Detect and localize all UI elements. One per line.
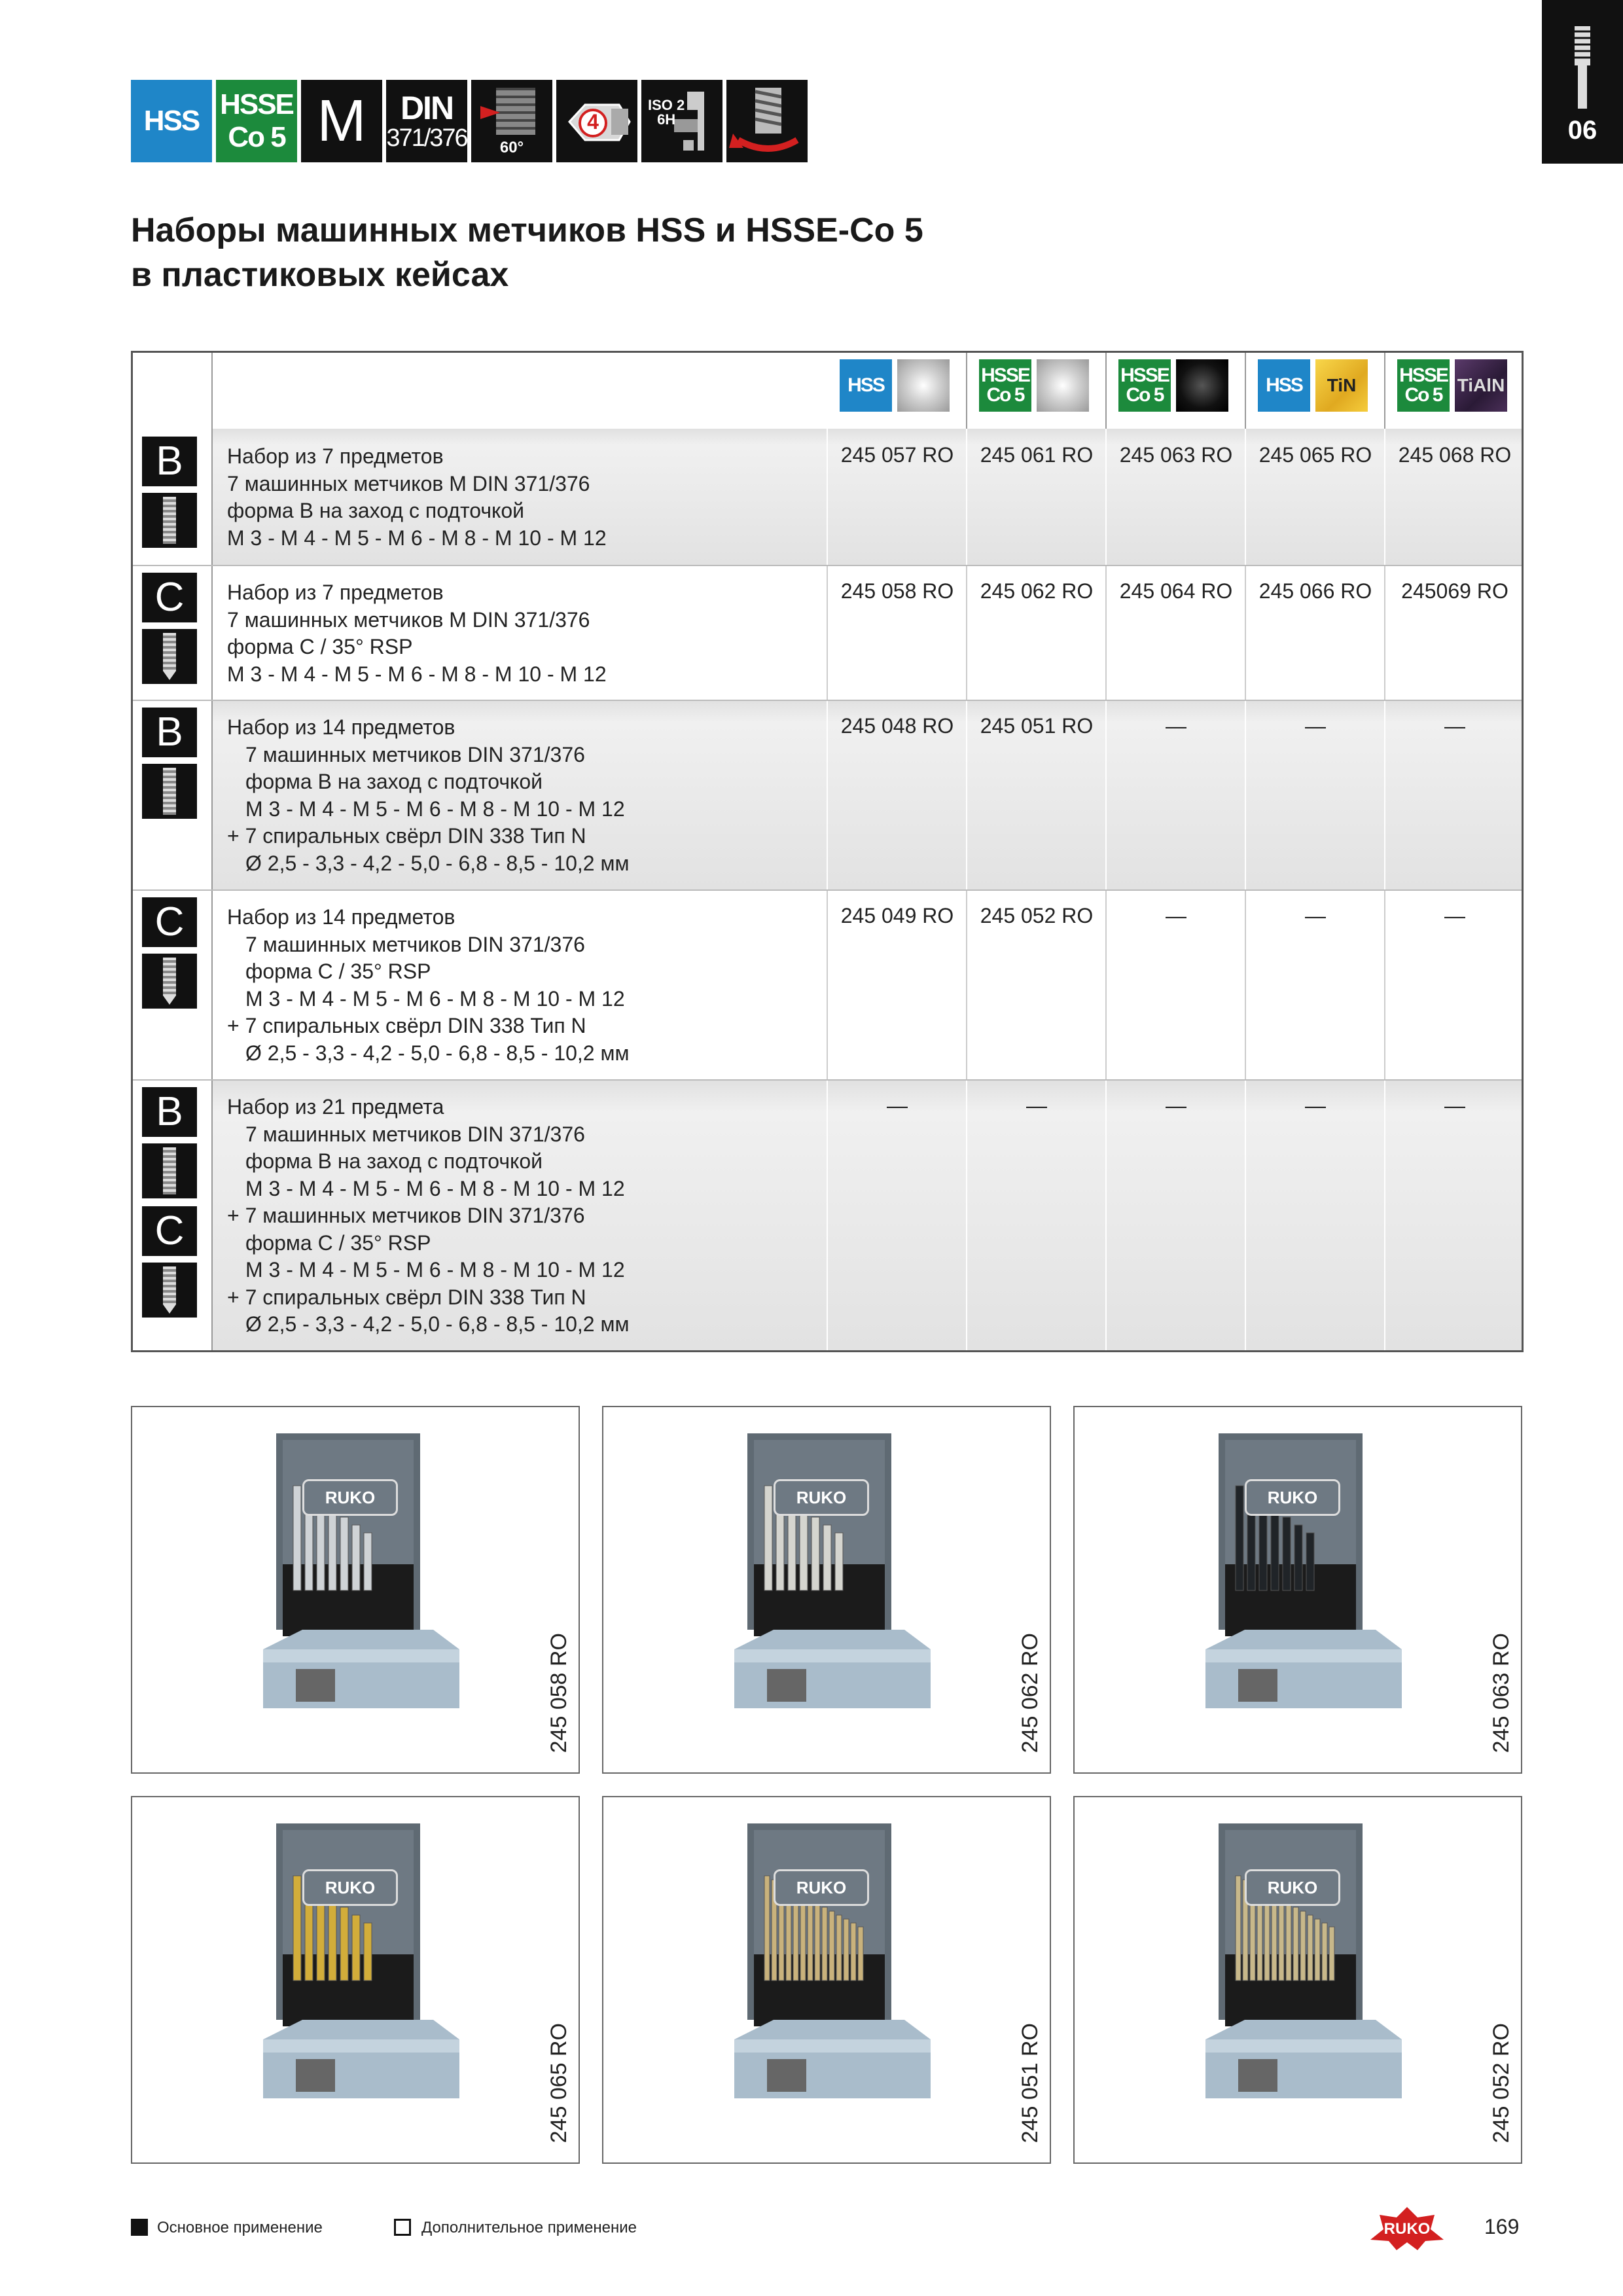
description-line: Набор из 21 предмета (227, 1095, 444, 1119)
primary-use-square-icon (131, 2219, 148, 2236)
material-badge-icon (1397, 359, 1450, 412)
description-line: 7 машинных метчиков DIN 371/376 (245, 1122, 585, 1146)
article-code: — (1026, 1094, 1047, 1117)
hss-label: HSS (143, 105, 200, 137)
article-code: — (1305, 904, 1326, 927)
column-divider (1245, 1079, 1246, 1350)
article-code: 245 064 RO (1119, 579, 1233, 603)
description-line: Набор из 7 предметов (227, 444, 444, 468)
article-code: — (1166, 1094, 1186, 1117)
case-logo: RUKO (302, 1869, 398, 1906)
coating-finish-swatch (897, 359, 950, 412)
table-row (133, 700, 1522, 889)
legend-secondary-text: Дополнительное применение (421, 2219, 637, 2236)
article-code: 245 063 RO (1119, 443, 1233, 467)
header-column-divider (1245, 353, 1246, 429)
photo-caption: 245 052 RO (1489, 2022, 1514, 2143)
chapter-tab (1542, 0, 1623, 164)
description-line: M 3 - M 4 - M 5 - M 6 - M 8 - M 10 - M 12 (227, 662, 607, 686)
row-separator (133, 889, 1522, 891)
title-line-1: Наборы машинных метчиков HSS и HSSE-Co 5 (131, 211, 923, 249)
table-row (133, 429, 1522, 565)
description-line: форма B на заход с подточкой (245, 770, 543, 793)
description-line: + 7 спиральных свёрл DIN 338 Тип N (227, 824, 586, 848)
row-separator (133, 565, 1522, 566)
material-badge-sublabel: Co 5 (1126, 384, 1164, 406)
article-code: 245 062 RO (980, 579, 1094, 603)
material-badge-sublabel: Co 5 (986, 384, 1024, 406)
material-badge-icon (979, 359, 1031, 412)
coating-finish-swatch (1037, 359, 1089, 412)
form-c-tap-icon (142, 1263, 197, 1318)
description-line: Ø 2,5 - 3,3 - 4,2 - 5,0 - 6,8 - 8,5 - 10,2 мм (245, 1312, 630, 1336)
form-column (133, 565, 213, 700)
article-code: 245 066 RO (1258, 579, 1372, 603)
description-line: форма B на заход с подточкой (245, 1149, 543, 1173)
set-description (227, 579, 607, 688)
material-badge-label: HSSE (981, 365, 1029, 386)
description-line: форма C / 35° RSP (245, 1230, 431, 1255)
page-number: 169 (1484, 2215, 1520, 2238)
article-code: 245 061 RO (980, 443, 1094, 467)
hsse-co5-material-icon (216, 80, 297, 162)
product-photo (1073, 1406, 1522, 1774)
secondary-use-square-icon (394, 2219, 411, 2236)
metric-thread-icon (301, 80, 382, 162)
article-code: — (887, 1094, 908, 1117)
description-line: Набор из 14 предметов (227, 715, 455, 739)
material-badge-sublabel: Co 5 (1404, 384, 1442, 406)
form-b-tap-icon (142, 764, 197, 819)
din-number-label: 371/376 (386, 124, 467, 152)
photo-caption: 245 063 RO (1489, 1632, 1514, 1753)
form-c-badge: C (142, 573, 197, 622)
description-line: Ø 2,5 - 3,3 - 4,2 - 5,0 - 6,8 - 8,5 - 10,2 мм (245, 851, 630, 875)
description-line: + 7 машинных метчиков DIN 371/376 (227, 1204, 585, 1227)
article-code: — (1305, 714, 1326, 738)
material-badge-icon (1258, 359, 1310, 412)
material-badge-icon (840, 359, 892, 412)
legend-primary-text: Основное применение (157, 2219, 323, 2236)
photo-caption: 245 062 RO (1018, 1632, 1043, 1753)
iso-label: ISO 2 (648, 97, 685, 113)
form-c-tap-icon (142, 954, 197, 1009)
angle-label: 60° (499, 139, 524, 156)
material-badge-icon (1118, 359, 1171, 412)
form-b-tap-icon (142, 493, 197, 548)
article-code: 245 052 RO (980, 904, 1094, 927)
description-line: + 7 спиральных свёрл DIN 338 Тип N (227, 1014, 586, 1037)
form-c-badge: C (142, 897, 197, 947)
column-material-header (1258, 359, 1368, 412)
coating-finish-swatch (1176, 359, 1228, 412)
column-divider (966, 1079, 967, 1350)
material-badge-label: HSS (847, 374, 884, 396)
column-divider (827, 700, 828, 889)
product-photo (602, 1796, 1051, 2164)
chapter-number: 06 (1567, 116, 1597, 145)
hss-material-icon (131, 80, 212, 162)
column-divider (827, 1079, 828, 1350)
coating-label: TiAlN (1457, 375, 1505, 395)
product-table (131, 351, 1524, 1352)
case-logo: RUKO (774, 1869, 869, 1906)
article-code: 245 065 RO (1258, 443, 1372, 467)
case-logo: RUKO (1245, 1869, 1340, 1906)
coating-finish-swatch (1455, 359, 1507, 412)
description-line: M 3 - M 4 - M 5 - M 6 - M 8 - M 10 - M 12 (227, 526, 607, 550)
title-line-2: в пластиковых кейсах (131, 256, 509, 294)
description-line: Набор из 7 предметов (227, 581, 444, 604)
form-b-badge: B (142, 437, 197, 486)
page-title (131, 208, 923, 297)
description-line: + 7 спиральных свёрл DIN 338 Тип N (227, 1285, 586, 1309)
form-b-tap-icon (142, 1143, 197, 1198)
row-separator (133, 1079, 1522, 1081)
article-code: — (1166, 714, 1186, 738)
column-material-header (1397, 359, 1507, 412)
metric-label: M (317, 88, 366, 154)
square-shank-icon (556, 80, 637, 162)
header-divider (211, 353, 213, 429)
count-label: 4 (587, 110, 599, 134)
coating-finish-swatch (1315, 359, 1368, 412)
case-logo: RUKO (1245, 1479, 1340, 1516)
form-column (133, 1079, 213, 1350)
article-code: — (1444, 714, 1465, 738)
description-line: Набор из 14 предметов (227, 905, 455, 929)
product-photo (131, 1406, 580, 1774)
material-badge-label: HSSE (1120, 365, 1169, 386)
article-code: — (1444, 904, 1465, 927)
ruko-logo (1366, 2206, 1448, 2251)
article-code: 245 057 RO (840, 443, 954, 467)
column-material-header (1118, 359, 1228, 412)
product-photo (602, 1406, 1051, 1774)
photo-caption: 245 058 RO (546, 1632, 571, 1753)
form-c-tap-icon (142, 629, 197, 684)
description-line: M 3 - M 4 - M 5 - M 6 - M 8 - M 10 - M 12 (245, 986, 625, 1011)
photo-caption: 245 065 RO (546, 2022, 571, 2143)
material-badge-label: HSSE (1399, 365, 1448, 386)
table-header (133, 353, 1522, 431)
din-label: DIN (400, 90, 454, 126)
coating-label: TiN (1327, 375, 1357, 395)
set-description (227, 1094, 629, 1338)
header-column-divider (1384, 353, 1385, 429)
form-column (133, 429, 213, 565)
tap-tool-icon (1571, 26, 1594, 111)
description-line: M 3 - M 4 - M 5 - M 6 - M 8 - M 10 - M 12 (245, 1258, 625, 1282)
article-code: 245 058 RO (840, 579, 954, 603)
hsse-label: HSSE (220, 88, 293, 120)
product-photo (1073, 1796, 1522, 2164)
form-column (133, 889, 213, 1079)
article-code: — (1444, 1094, 1465, 1117)
column-divider (827, 565, 828, 700)
form-c-badge: C (142, 1206, 197, 1256)
co5-label: Co 5 (228, 121, 285, 153)
table-row (133, 1079, 1522, 1350)
table-row (133, 565, 1522, 700)
article-code: 245 051 RO (980, 714, 1094, 738)
header-column-divider (966, 353, 967, 429)
photo-caption: 245 051 RO (1018, 2022, 1043, 2143)
article-code: — (1166, 904, 1186, 927)
article-code: 245 049 RO (840, 904, 954, 927)
description-line: форма B на заход с подточкой (227, 499, 525, 522)
tolerance-gauge-icon (641, 80, 722, 162)
article-code: — (1305, 1094, 1326, 1117)
description-line: Ø 2,5 - 3,3 - 4,2 - 5,0 - 6,8 - 8,5 - 10,2 мм (245, 1041, 630, 1065)
set-description (227, 443, 607, 552)
row-separator (133, 700, 1522, 701)
form-b-badge: B (142, 1087, 197, 1137)
table-row (133, 889, 1522, 1079)
column-divider (1384, 1079, 1385, 1350)
right-hand-thread-icon (726, 80, 808, 162)
brand-text: RUKO (1383, 2220, 1431, 2238)
column-material-header (840, 359, 950, 412)
din-standard-icon (386, 80, 467, 162)
column-material-header (979, 359, 1089, 412)
thread-angle-icon (471, 80, 552, 162)
header-icon-strip (131, 80, 808, 162)
description-line: 7 машинных метчиков M DIN 371/376 (227, 607, 590, 632)
product-photo (131, 1796, 580, 2164)
description-line: M 3 - M 4 - M 5 - M 6 - M 8 - M 10 - M 12 (245, 797, 625, 821)
material-badge-label: HSS (1266, 374, 1302, 396)
case-logo: RUKO (774, 1479, 869, 1516)
iso-tolerance-label (648, 98, 685, 127)
form-b-badge: B (142, 708, 197, 757)
set-description (227, 904, 629, 1067)
header-column-divider (1105, 353, 1107, 429)
description-line: форма C / 35° RSP (227, 635, 413, 658)
description-line: M 3 - M 4 - M 5 - M 6 - M 8 - M 10 - M 12 (245, 1176, 625, 1200)
tolerance-class-label: 6H (657, 111, 676, 128)
description-line: 7 машинных метчиков DIN 371/376 (245, 932, 585, 956)
form-column (133, 700, 213, 889)
description-line: форма C / 35° RSP (245, 960, 431, 983)
set-description (227, 714, 629, 877)
column-divider (827, 429, 828, 565)
article-code: 245 068 RO (1398, 443, 1512, 467)
column-divider (827, 889, 828, 1079)
description-line: 7 машинных метчиков M DIN 371/376 (227, 471, 590, 495)
case-logo: RUKO (302, 1479, 398, 1516)
article-code: 245 048 RO (840, 714, 954, 738)
article-code: 245069 RO (1401, 579, 1508, 603)
description-line: 7 машинных метчиков DIN 371/376 (245, 742, 585, 766)
column-divider (1105, 1079, 1107, 1350)
